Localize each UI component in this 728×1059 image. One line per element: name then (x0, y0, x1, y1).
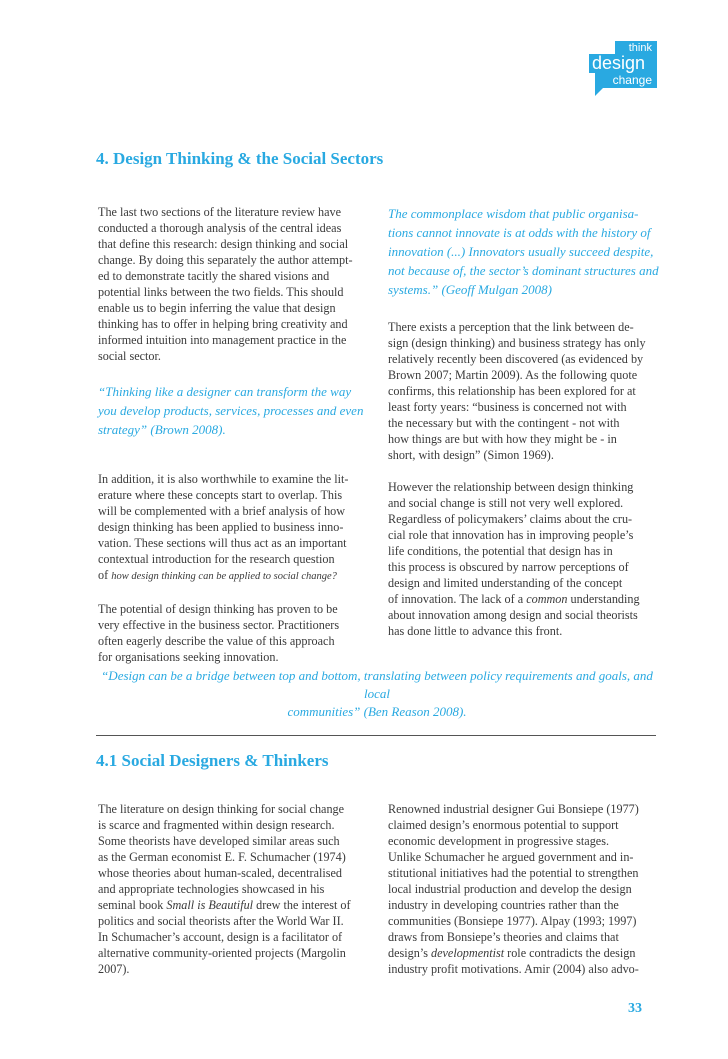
logo-speech-tail (595, 88, 603, 96)
logo-design: design (592, 53, 646, 73)
divider (96, 735, 656, 736)
section-4-heading: 4. Design Thinking & the Social Sectors (96, 149, 384, 168)
section-4-1-right-column (388, 801, 660, 977)
paragraph: In addition, it is also worthwhile to examine the lit- erature where these concepts start to overlap. This will be complemented with a brief analysis of how design thinking has been applied to business inno- vation. These sections will thus act as an important contextual introduction for the research question of how design thinking can be applied to social change? (98, 472, 349, 582)
paragraph: Renowned industrial designer Gui Bonsiepe (1977) claimed design’s enormous potential to support economic development in progressive stages. Unlike Schumacher he argued government and in- stitutional initiatives had the potential to strengthen local industrial production and develop the design industry in developing countries rather than the communities (Bonsiepe 1977). Alpay (1993; 1997) draws from Bonsiepe’s theories and claims that design’s developmentist role contradicts the design industry profit motivations. Amir (2004) also advo- (388, 802, 639, 976)
paragraph: There exists a perception that the link between de- sign (design thinking) and business strategy has only relatively recently been discovered (as evidenced by Brown 2007; Martin 2009). As the following quote confirms, this relationship has been explored for at least forty years: “business is concerned not with the necessary but with the contingent - not with how things are but with how they might be - in short, with design” (Simon 1969). (388, 320, 646, 462)
logo-change: change (612, 73, 652, 87)
paragraph: The literature on design thinking for social change is scarce and fragmented within design research. Some theorists have developed similar areas such as the German economist E. F. Schumacher (1974) whose theories about human-scaled, decentralised and appropriate technologies showcased in his seminal book Small is Beautiful drew the interest of politics and social theorists after the World War II. In Schumacher’s account, design is a facilitator of alternative community-oriented projects (Margolin 2007). (98, 802, 351, 976)
paragraph: However the relationship between design thinking and social change is still not very well explored. Regardless of policymakers’ claims about the cru- cial role that innovation has in improving people’s life conditions, the potential that design has in this process is obscured by narrow perceptions of design and limited understanding of the concept of innovation. The lack of a common understanding about innovation among design and social theorists has done little to advance this front. (388, 480, 640, 638)
research-question: how design thinking can be applied to social change? (111, 571, 337, 582)
paragraph: The last two sections of the literature review have conducted a thorough analysis of the central ideas that define this research: design thinking and social change. By doing this separately the author attempt- ed to demonstrate tacitly the shared visions and potential links between the two fields. This should enable us to begin inferring the value that design thinking has to offer in helping bring creativity and informed intuition into management practice in the social sector. (98, 205, 353, 363)
page-number: 33 (628, 1001, 642, 1016)
section-4-1-left-column (98, 801, 370, 977)
mulgan-quote: The commonplace wisdom that public organisa- tions cannot innovate is at odds with the history of innovation (...) Innovators usually succeed despite, not because of, the sector’s dominant structures and systems.” (Geoff Mulgan 2008) (388, 206, 659, 297)
reason-pull-quote: “Design can be a bridge between top and bottom, translating between policy requirements and goals, and local communities” (Ben Reason 2008). (101, 668, 653, 719)
paragraph: The potential of design thinking has proven to be very effective in the business sector. Practitioners often eagerly describe the value of this approach for organisations seeking innovation. (98, 602, 340, 664)
section-4-1-heading: 4.1 Social Designers & Thinkers (96, 751, 329, 770)
logo-think: think (628, 42, 652, 54)
section-4-right-column (388, 204, 660, 639)
section-4-left-column (98, 204, 366, 665)
book-title: Small is Beautiful (166, 898, 254, 912)
brown-quote: “Thinking like a designer can transform the way you develop products, services, processes and even strategy” (Brown 2008). (98, 384, 364, 437)
